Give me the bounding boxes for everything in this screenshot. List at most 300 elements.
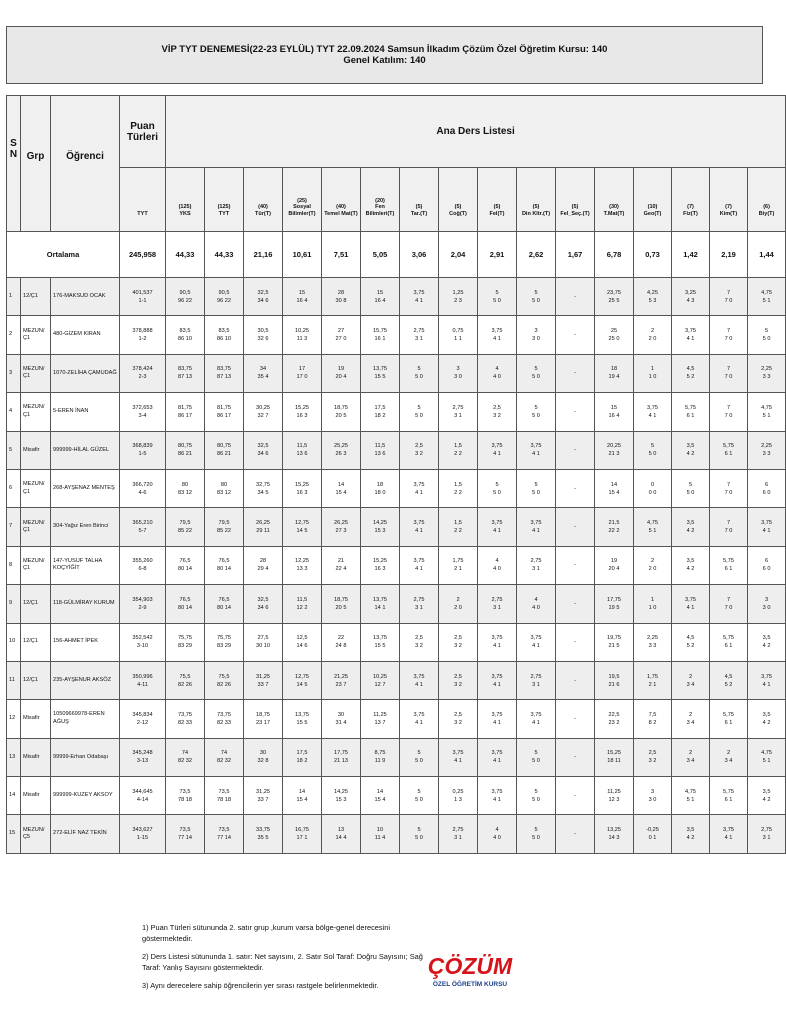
score-cell <box>166 431 205 469</box>
score-net: 18,75 <box>334 596 348 603</box>
subheader-cell: (7) Fiz(T) <box>672 168 710 232</box>
score-detail: 80 14 <box>217 604 231 611</box>
score-net: - <box>574 600 576 607</box>
score-cell <box>710 469 748 507</box>
score-detail: 1-15 <box>136 835 149 842</box>
score-detail: 4 2 <box>686 528 695 535</box>
score-detail: 34 6 <box>257 297 269 304</box>
score-cell <box>322 738 361 776</box>
score-cell <box>322 815 361 853</box>
score-net: 4,25 <box>647 289 658 296</box>
score-net: 19,5 <box>608 673 620 680</box>
score-detail: 15 5 <box>374 374 386 381</box>
score-cell <box>710 585 748 623</box>
score-net: 3,75 <box>723 827 734 834</box>
score-detail: 5 0 <box>532 374 540 381</box>
score-detail: 4-11 <box>137 681 148 688</box>
score-detail: 2 0 <box>454 604 462 611</box>
score-detail: 34 5 <box>257 489 269 496</box>
cozum-logo-icon <box>425 936 515 996</box>
score-detail: 20 4 <box>335 374 347 381</box>
score-cell <box>322 508 361 546</box>
score-detail: 4 2 <box>686 451 695 458</box>
score-net: 1,5 <box>454 443 462 450</box>
score-net: 2 <box>688 750 693 757</box>
score-detail: 18 0 <box>374 489 386 496</box>
score-cell <box>166 585 205 623</box>
score-detail: 14 5 <box>296 681 308 688</box>
score-net: - <box>574 562 576 569</box>
score-cell <box>361 546 400 584</box>
score-cell <box>244 354 283 392</box>
score-cell <box>400 585 439 623</box>
score-net: 3,75 <box>761 520 772 527</box>
score-detail: 13 6 <box>296 451 308 458</box>
score-cell <box>634 469 672 507</box>
score-detail: 3 2 <box>648 758 657 765</box>
score-cell <box>283 469 322 507</box>
score-net: 368,839 <box>132 443 153 450</box>
score-net: - <box>574 754 576 761</box>
score-net: 8,75 <box>374 750 386 757</box>
score-cell <box>439 585 478 623</box>
score-cell <box>283 700 322 738</box>
row-group: Misafir <box>21 738 51 776</box>
score-net: 76,5 <box>218 558 230 565</box>
score-detail: 77 14 <box>217 835 231 842</box>
subheader-cell: (30) T.Mat(T) <box>595 168 634 232</box>
score-cell <box>556 508 595 546</box>
score-net: 5 <box>417 788 421 795</box>
score-cell <box>400 469 439 507</box>
score-detail: 5 3 <box>648 297 657 304</box>
score-net: 7 <box>726 520 731 527</box>
score-detail: 14 6 <box>296 643 308 650</box>
average-cell: 21,16 <box>244 232 283 278</box>
score-detail: 24 8 <box>335 643 347 650</box>
score-net: 5 <box>765 328 769 335</box>
score-detail: 86 17 <box>178 412 192 419</box>
score-cell <box>244 316 283 354</box>
score-net: 5 <box>534 289 538 296</box>
score-cell <box>205 469 244 507</box>
score-detail: 6 1 <box>724 566 733 573</box>
score-cell <box>517 546 556 584</box>
score-cell <box>710 738 748 776</box>
score-detail: 4 2 <box>686 835 695 842</box>
score-net: 5 <box>534 404 538 411</box>
score-cell <box>517 815 556 853</box>
score-detail: 86 21 <box>217 451 231 458</box>
score-detail: 33 7 <box>257 681 269 688</box>
score-detail: 82 26 <box>178 681 192 688</box>
score-net: - <box>574 715 576 722</box>
score-cell <box>478 354 517 392</box>
row-student-name: 147-YUSUF TALHA KOÇYİĞİT <box>51 546 120 584</box>
score-cell <box>244 546 283 584</box>
subheader-cell: (5) Din Kltr.(T) <box>517 168 556 232</box>
score-detail: 78 18 <box>217 796 231 803</box>
row-group: 12/Ç1 <box>21 585 51 623</box>
score-net: 75,5 <box>179 673 191 680</box>
score-detail: 5 0 <box>532 758 540 765</box>
score-net: 30 <box>259 750 267 757</box>
score-detail: 25 5 <box>608 297 620 304</box>
score-detail: 31 4 <box>335 719 347 726</box>
score-cell <box>244 278 283 316</box>
score-detail: 4 0 <box>493 374 501 381</box>
score-net: 3,75 <box>491 443 503 450</box>
score-detail: 15 5 <box>374 643 386 650</box>
average-cell: 245,958 <box>120 232 166 278</box>
score-net: 3,75 <box>413 289 425 296</box>
score-net: 73,5 <box>179 788 191 795</box>
score-cell <box>283 546 322 584</box>
score-cell <box>595 546 634 584</box>
score-cell <box>400 393 439 431</box>
score-cell <box>672 354 710 392</box>
score-cell <box>283 623 322 661</box>
score-detail: 18 2 <box>296 758 308 765</box>
score-cell <box>205 738 244 776</box>
score-detail: 86 17 <box>217 412 231 419</box>
score-net: 5 <box>688 481 693 488</box>
score-detail: 21 6 <box>608 681 620 688</box>
score-net: 2,75 <box>530 558 542 565</box>
score-net: 27,5 <box>257 635 269 642</box>
score-detail: 6 1 <box>724 643 733 650</box>
score-cell <box>361 431 400 469</box>
score-detail: 2-12 <box>136 719 149 726</box>
score-net: 344,645 <box>132 788 153 795</box>
score-net: 3,75 <box>491 635 503 642</box>
score-detail: 34 6 <box>257 604 269 611</box>
score-net: 1,75 <box>452 558 464 565</box>
score-cell <box>283 508 322 546</box>
score-net: 14 <box>337 481 345 488</box>
score-net: 401,537 <box>132 289 153 296</box>
score-detail: 18 2 <box>374 412 386 419</box>
score-cell <box>634 508 672 546</box>
subheader-cell: (125) YKS <box>166 168 205 232</box>
score-cell <box>672 431 710 469</box>
score-detail: 3 1 <box>532 566 540 573</box>
score-detail: 23 2 <box>608 719 620 726</box>
score-detail: 5 0 <box>532 835 540 842</box>
score-detail: 16 4 <box>296 297 308 304</box>
score-net: 3,75 <box>491 750 503 757</box>
average-cell: 1,44 <box>748 232 786 278</box>
score-detail: 13 6 <box>374 451 386 458</box>
score-cell <box>517 278 556 316</box>
score-cell <box>439 777 478 815</box>
score-cell <box>322 623 361 661</box>
score-detail: 1-5 <box>138 451 147 458</box>
score-cell <box>710 508 748 546</box>
row-student-name: 235-AYŞENUR AKSÖZ <box>51 661 120 699</box>
score-net: 3,75 <box>413 711 425 718</box>
score-detail: 5 0 <box>415 835 423 842</box>
average-label: Ortalama <box>7 232 120 278</box>
score-detail: 2 0 <box>648 566 657 573</box>
score-cell <box>556 469 595 507</box>
score-detail: 3 1 <box>762 835 771 842</box>
score-detail: 6 0 <box>762 489 771 496</box>
score-detail: 26 3 <box>335 451 347 458</box>
score-cell <box>748 393 786 431</box>
score-cell <box>595 738 634 776</box>
score-net: 74 <box>220 750 228 757</box>
score-detail: 83 12 <box>217 489 231 496</box>
score-cell <box>710 393 748 431</box>
score-cell <box>710 777 748 815</box>
score-net: 1 <box>650 366 655 373</box>
score-detail: 22 2 <box>608 528 620 535</box>
score-detail: 86 10 <box>178 336 192 343</box>
score-cell <box>283 585 322 623</box>
score-net: 343,627 <box>132 827 153 834</box>
score-net: 2,75 <box>530 673 542 680</box>
score-net: 7 <box>726 404 731 411</box>
score-detail: 5 0 <box>686 489 695 496</box>
score-net: 13 <box>337 827 345 834</box>
logo-tagline-text: ÖZEL ÖĞRETİM KURSU <box>432 981 508 988</box>
footer-notes <box>142 922 432 998</box>
score-cell <box>361 508 400 546</box>
subheader-cell: (125) TYT <box>205 168 244 232</box>
score-detail: 34 6 <box>257 451 269 458</box>
score-net: 79,5 <box>218 520 230 527</box>
score-cell <box>166 508 205 546</box>
score-cell <box>517 431 556 469</box>
score-net: 73,5 <box>218 827 230 834</box>
score-detail: 4 0 <box>493 835 501 842</box>
score-detail: 19 4 <box>608 374 620 381</box>
score-net: 1,25 <box>452 289 464 296</box>
score-detail: 4 1 <box>493 758 501 765</box>
score-cell <box>672 469 710 507</box>
score-net: - <box>574 524 576 531</box>
score-net: 345,834 <box>132 711 153 718</box>
score-net: 76,5 <box>218 596 230 603</box>
score-net: 81,75 <box>178 404 192 411</box>
score-net: 19 <box>337 366 345 373</box>
row-student-name: 304-Yağız Eren Birinci <box>51 508 120 546</box>
score-cell <box>120 469 166 507</box>
score-cell <box>634 546 672 584</box>
row-student-name: 5-EREN İNAN <box>51 393 120 431</box>
score-detail: 3-10 <box>136 643 149 650</box>
score-detail: 3 2 <box>493 412 501 419</box>
score-cell <box>634 278 672 316</box>
score-net: 11,25 <box>607 788 621 795</box>
score-cell <box>478 278 517 316</box>
score-cell <box>120 508 166 546</box>
score-detail: 3 0 <box>648 796 657 803</box>
score-detail: 3 2 <box>454 643 462 650</box>
row-student-name: 99999-Erhan Odabaşı <box>51 738 120 776</box>
score-cell <box>748 585 786 623</box>
score-detail: 80 14 <box>178 566 192 573</box>
average-cell: 44,33 <box>166 232 205 278</box>
score-cell <box>672 623 710 661</box>
score-cell <box>361 316 400 354</box>
score-detail: 15 4 <box>608 489 620 496</box>
score-net: 2,75 <box>452 827 464 834</box>
score-detail: 82 26 <box>217 681 231 688</box>
score-net: 4,75 <box>761 750 772 757</box>
score-cell <box>244 431 283 469</box>
score-net: 80 <box>220 481 228 488</box>
score-net: 3,5 <box>686 558 695 565</box>
score-net: 15 <box>298 289 306 296</box>
score-detail: 5 1 <box>686 796 695 803</box>
score-detail: 27 3 <box>335 528 347 535</box>
score-cell <box>478 431 517 469</box>
score-cell <box>556 431 595 469</box>
score-cell <box>478 508 517 546</box>
score-cell <box>205 354 244 392</box>
score-net: 12,25 <box>295 558 309 565</box>
score-detail: 3 0 <box>454 374 462 381</box>
score-cell <box>244 585 283 623</box>
score-net: 15,25 <box>295 481 309 488</box>
subheader-cell: (5) Fel_Seç.(T) <box>556 168 595 232</box>
score-net: 3 <box>456 366 460 373</box>
score-net: 32,75 <box>256 481 270 488</box>
score-net: 2,25 <box>761 443 772 450</box>
score-net: - <box>574 332 576 339</box>
score-cell <box>556 278 595 316</box>
score-net: 11,5 <box>296 443 308 450</box>
score-detail: 4 1 <box>493 528 501 535</box>
score-detail: 78 18 <box>178 796 192 803</box>
score-cell <box>517 623 556 661</box>
score-cell <box>205 431 244 469</box>
row-number: 8 <box>7 546 21 584</box>
score-net: 3,75 <box>452 750 464 757</box>
score-net: 1,5 <box>454 520 462 527</box>
score-detail: 83 12 <box>178 489 192 496</box>
score-detail: 16 4 <box>608 412 620 419</box>
row-number: 7 <box>7 508 21 546</box>
score-cell <box>361 777 400 815</box>
score-net: 3,5 <box>686 827 695 834</box>
score-detail: 13 3 <box>296 566 308 573</box>
average-cell: 2,91 <box>478 232 517 278</box>
score-net: 73,5 <box>179 827 191 834</box>
score-net: 13,25 <box>607 827 621 834</box>
subheader-cell: (5) Coğ(T) <box>439 168 478 232</box>
score-detail: 96 22 <box>178 297 192 304</box>
score-detail: 11 3 <box>296 336 308 343</box>
score-detail: 7 0 <box>724 604 733 611</box>
score-detail: 4 1 <box>686 336 695 343</box>
score-cell <box>166 700 205 738</box>
score-net: 32,5 <box>257 596 269 603</box>
average-cell: 2,62 <box>517 232 556 278</box>
score-cell <box>595 354 634 392</box>
score-cell <box>283 393 322 431</box>
score-detail: 23 17 <box>256 719 270 726</box>
score-net: 30,25 <box>256 404 270 411</box>
score-cell <box>710 316 748 354</box>
score-detail: 4 2 <box>762 719 771 726</box>
score-cell <box>120 354 166 392</box>
score-net: 7 <box>726 596 731 603</box>
score-detail: 2 2 <box>454 489 462 496</box>
subheader-cell: (7) Kim(T) <box>710 168 748 232</box>
score-net: 5 <box>650 443 655 450</box>
score-cell <box>672 278 710 316</box>
score-detail: 4 1 <box>415 566 423 573</box>
score-detail: 5 0 <box>415 374 423 381</box>
score-cell <box>556 661 595 699</box>
score-detail: 16 3 <box>296 412 308 419</box>
score-net: 76,5 <box>179 558 191 565</box>
table-row <box>7 585 786 623</box>
score-cell <box>322 278 361 316</box>
subheader-cell: (10) Geo(T) <box>634 168 672 232</box>
row-student-name: 1070-ZELİHA ÇAMUDAĞ <box>51 354 120 392</box>
score-net: 5,75 <box>723 558 734 565</box>
score-cell <box>205 623 244 661</box>
score-detail: 20 4 <box>608 566 620 573</box>
score-cell <box>595 431 634 469</box>
row-student-name: 176-MAKSUD OCAK <box>51 278 120 316</box>
row-number: 1 <box>7 278 21 316</box>
score-net: 19,75 <box>607 635 621 642</box>
score-net: 23,75 <box>607 289 621 296</box>
score-detail: 3 3 <box>762 451 771 458</box>
score-net: 33,75 <box>256 827 270 834</box>
score-cell <box>120 316 166 354</box>
score-cell <box>556 777 595 815</box>
score-cell <box>283 431 322 469</box>
score-net: 81,75 <box>217 404 231 411</box>
score-cell <box>400 278 439 316</box>
score-detail: 4 1 <box>415 528 423 535</box>
row-number: 2 <box>7 316 21 354</box>
score-detail: 4 0 <box>532 604 540 611</box>
score-cell <box>710 546 748 584</box>
score-detail: 5 0 <box>415 412 423 419</box>
score-cell <box>634 585 672 623</box>
score-net: 13,75 <box>373 635 387 642</box>
score-detail: 4 0 <box>493 566 501 573</box>
score-cell <box>478 815 517 853</box>
score-net: 4,75 <box>647 520 658 527</box>
row-student-name: 118-GÜLMİRAY KURUM <box>51 585 120 623</box>
score-net: 3,75 <box>685 328 696 335</box>
score-net: 83,5 <box>179 328 191 335</box>
score-cell <box>439 623 478 661</box>
score-detail: 5 1 <box>762 412 771 419</box>
score-cell <box>120 431 166 469</box>
score-net: 1,5 <box>454 481 462 488</box>
score-detail: 4-14 <box>136 796 149 803</box>
score-detail: 1-1 <box>138 297 147 304</box>
score-cell <box>244 508 283 546</box>
score-detail: 4 1 <box>762 681 771 688</box>
table-row <box>7 354 786 392</box>
score-detail: 96 22 <box>217 297 231 304</box>
score-detail: 3 2 <box>454 681 462 688</box>
row-group: Misafir <box>21 700 51 738</box>
score-net: 5 <box>417 366 421 373</box>
score-net: 3,75 <box>413 481 425 488</box>
row-group: MEZUN/Ç1 <box>21 393 51 431</box>
